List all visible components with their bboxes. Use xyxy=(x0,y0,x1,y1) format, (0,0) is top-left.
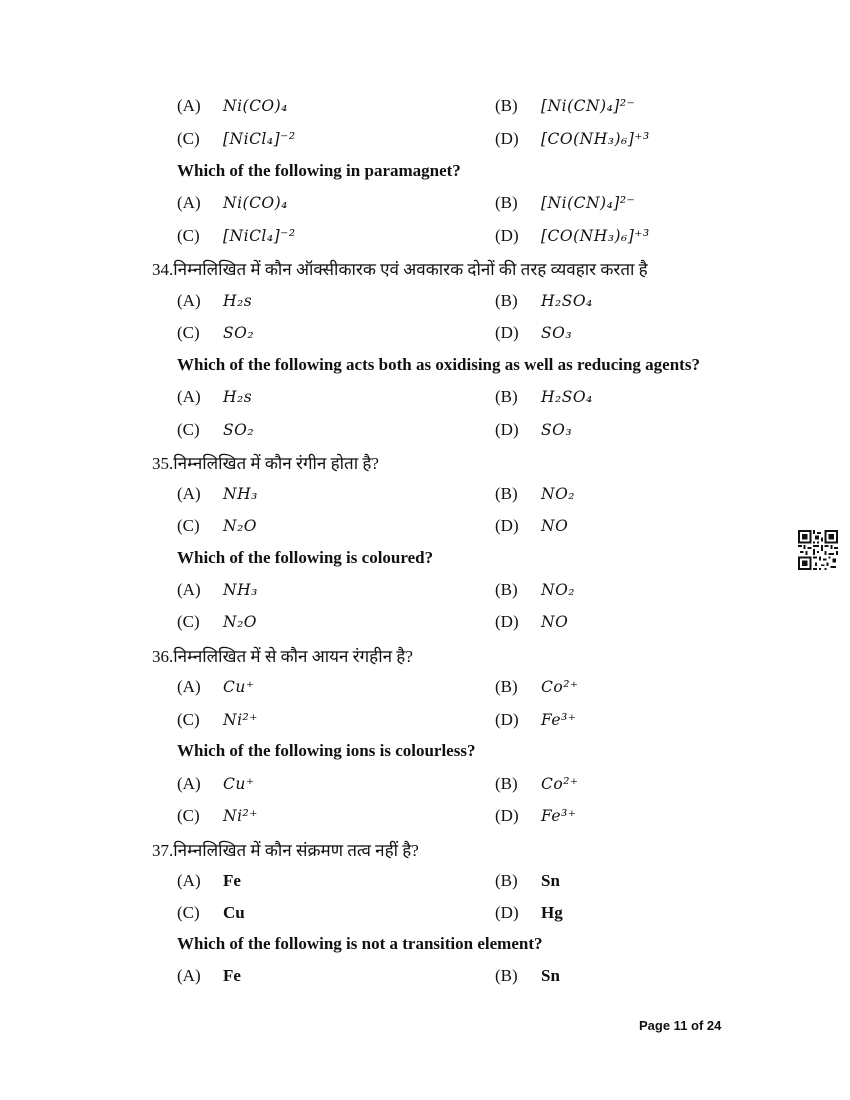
option-value: Fe xyxy=(223,966,241,985)
option-label: (C) xyxy=(177,129,200,148)
option-label: (D) xyxy=(495,806,519,825)
option-label: (B) xyxy=(495,484,518,503)
option-a xyxy=(177,580,258,600)
option-label: (D) xyxy=(495,226,519,245)
question-34-hi xyxy=(152,257,648,280)
option-label: (D) xyxy=(495,710,519,729)
option-value: Fe³⁺ xyxy=(541,807,577,825)
option-b xyxy=(495,774,579,794)
question-text-en: Which of the following is coloured? xyxy=(177,548,434,567)
option-value: N₂O xyxy=(223,517,257,535)
option-value: NO₂ xyxy=(541,485,575,503)
question-36-hi xyxy=(152,644,413,667)
option-value: Fe xyxy=(223,871,241,890)
option-value: NO xyxy=(541,613,569,631)
option-label: (B) xyxy=(495,193,518,212)
option-label: (C) xyxy=(177,516,200,535)
option-c xyxy=(177,612,257,632)
option-value: H₂s xyxy=(223,292,253,310)
option-value: [NiCl₄]⁻² xyxy=(223,227,296,245)
option-label: (D) xyxy=(495,420,519,439)
option-c xyxy=(177,903,245,923)
question-35-hi xyxy=(152,451,379,474)
option-label: (A) xyxy=(177,774,201,793)
option-value: [Ni(CN)₄]²⁻ xyxy=(541,194,636,212)
option-label: (D) xyxy=(495,129,519,148)
option-label: (B) xyxy=(495,580,518,599)
option-a xyxy=(177,966,241,986)
option-label: (A) xyxy=(177,193,201,212)
option-value: H₂SO₄ xyxy=(541,292,593,310)
option-label: (A) xyxy=(177,291,201,310)
option-d xyxy=(495,323,572,343)
option-label: (C) xyxy=(177,806,200,825)
option-d xyxy=(495,420,572,440)
option-label: (A) xyxy=(177,96,201,115)
option-b xyxy=(495,96,635,116)
option-value: [CO(NH₃)₆]⁺³ xyxy=(541,130,650,148)
option-label: (A) xyxy=(177,677,201,696)
option-value: Ni(CO)₄ xyxy=(223,194,288,212)
question-text-hi: निम्नलिखित में से कौन आयन रंगहीन है? xyxy=(173,647,413,666)
option-label: (D) xyxy=(495,323,519,342)
option-c xyxy=(177,806,258,826)
option-b xyxy=(495,871,560,891)
option-label: (C) xyxy=(177,226,200,245)
option-label: (C) xyxy=(177,710,200,729)
option-label: (B) xyxy=(495,871,518,890)
option-label: (D) xyxy=(495,903,519,922)
option-b xyxy=(495,677,579,697)
option-label: (C) xyxy=(177,903,200,922)
option-b xyxy=(495,966,560,986)
option-d xyxy=(495,710,576,730)
option-value: NO₂ xyxy=(541,581,575,599)
option-d xyxy=(495,516,568,536)
option-label: (B) xyxy=(495,966,518,985)
option-value: Co²⁺ xyxy=(541,678,579,696)
option-a xyxy=(177,387,252,407)
option-value: Cu⁺ xyxy=(223,775,255,793)
option-value: NO xyxy=(541,517,569,535)
option-value: Ni²⁺ xyxy=(223,807,258,825)
option-label: (B) xyxy=(495,387,518,406)
option-label: (C) xyxy=(177,420,200,439)
question-text-hi: निम्नलिखित में कौन रंगीन होता है? xyxy=(173,454,379,473)
option-b xyxy=(495,193,635,213)
option-label: (C) xyxy=(177,612,200,631)
page-number: Page 11 of 24 xyxy=(639,1018,722,1033)
option-a xyxy=(177,871,241,891)
option-value: Hg xyxy=(541,903,563,922)
option-c xyxy=(177,516,257,536)
option-d xyxy=(495,806,576,826)
option-d xyxy=(495,903,563,923)
question-text-en: Which of the following is not a transition element? xyxy=(177,934,543,953)
option-c xyxy=(177,420,254,440)
option-value: H₂SO₄ xyxy=(541,388,593,406)
question-number: 37. xyxy=(152,841,174,860)
question-number: 34. xyxy=(152,260,174,279)
option-label: (B) xyxy=(495,96,518,115)
option-label: (A) xyxy=(177,966,201,985)
question-text-hi: निम्नलिखित में कौन संक्रमण तत्व नहीं है? xyxy=(173,841,419,860)
option-value: Sn xyxy=(541,871,560,890)
option-value: SO₂ xyxy=(223,421,255,439)
question-text-en: Which of the following acts both as oxidising as well as reducing agents? xyxy=(177,355,700,374)
option-value: Ni(CO)₄ xyxy=(223,97,288,115)
option-a xyxy=(177,677,255,697)
option-b xyxy=(495,580,575,600)
option-c xyxy=(177,323,254,343)
option-value: [CO(NH₃)₆]⁺³ xyxy=(541,227,650,245)
option-c xyxy=(177,710,258,730)
option-d xyxy=(495,612,568,632)
option-label: (B) xyxy=(495,774,518,793)
option-value: [NiCl₄]⁻² xyxy=(223,130,296,148)
option-value: NH₃ xyxy=(223,581,258,599)
option-d xyxy=(495,129,650,149)
option-value: H₂s xyxy=(223,388,253,406)
option-a xyxy=(177,291,252,311)
option-label: (A) xyxy=(177,580,201,599)
question-number: 35. xyxy=(152,454,174,473)
option-a xyxy=(177,193,288,213)
option-label: (B) xyxy=(495,291,518,310)
option-value: Co²⁺ xyxy=(541,775,579,793)
option-a xyxy=(177,96,288,116)
option-label: (D) xyxy=(495,612,519,631)
option-b xyxy=(495,291,593,311)
option-label: (A) xyxy=(177,871,201,890)
option-b xyxy=(495,484,575,504)
question-37-hi xyxy=(152,838,419,861)
option-value: Fe³⁺ xyxy=(541,711,577,729)
question-number: 36. xyxy=(152,647,174,666)
option-b xyxy=(495,387,593,407)
option-value: SO₃ xyxy=(541,421,573,439)
option-label: (C) xyxy=(177,323,200,342)
question-text-en: Which of the following ions is colourless? xyxy=(177,741,476,760)
question-text-en: Which of the following in paramagnet? xyxy=(177,161,461,180)
option-value: [Ni(CN)₄]²⁻ xyxy=(541,97,636,115)
option-value: N₂O xyxy=(223,613,257,631)
option-a xyxy=(177,774,255,794)
option-value: Ni²⁺ xyxy=(223,711,258,729)
option-a xyxy=(177,484,258,504)
option-label: (A) xyxy=(177,484,201,503)
option-value: SO₃ xyxy=(541,324,573,342)
option-value: Cu xyxy=(223,903,245,922)
option-c xyxy=(177,129,296,149)
option-label: (D) xyxy=(495,516,519,535)
option-c xyxy=(177,226,296,246)
option-d xyxy=(495,226,650,246)
question-text-hi: निम्नलिखित में कौन ऑक्सीकारक एवं अवकारक दोनों की तरह व्यवहार करता है xyxy=(173,260,648,279)
option-label: (B) xyxy=(495,677,518,696)
option-value: Cu⁺ xyxy=(223,678,255,696)
option-label: (A) xyxy=(177,387,201,406)
qr-code-icon xyxy=(798,530,838,570)
option-value: NH₃ xyxy=(223,485,258,503)
option-value: Sn xyxy=(541,966,560,985)
option-value: SO₂ xyxy=(223,324,255,342)
